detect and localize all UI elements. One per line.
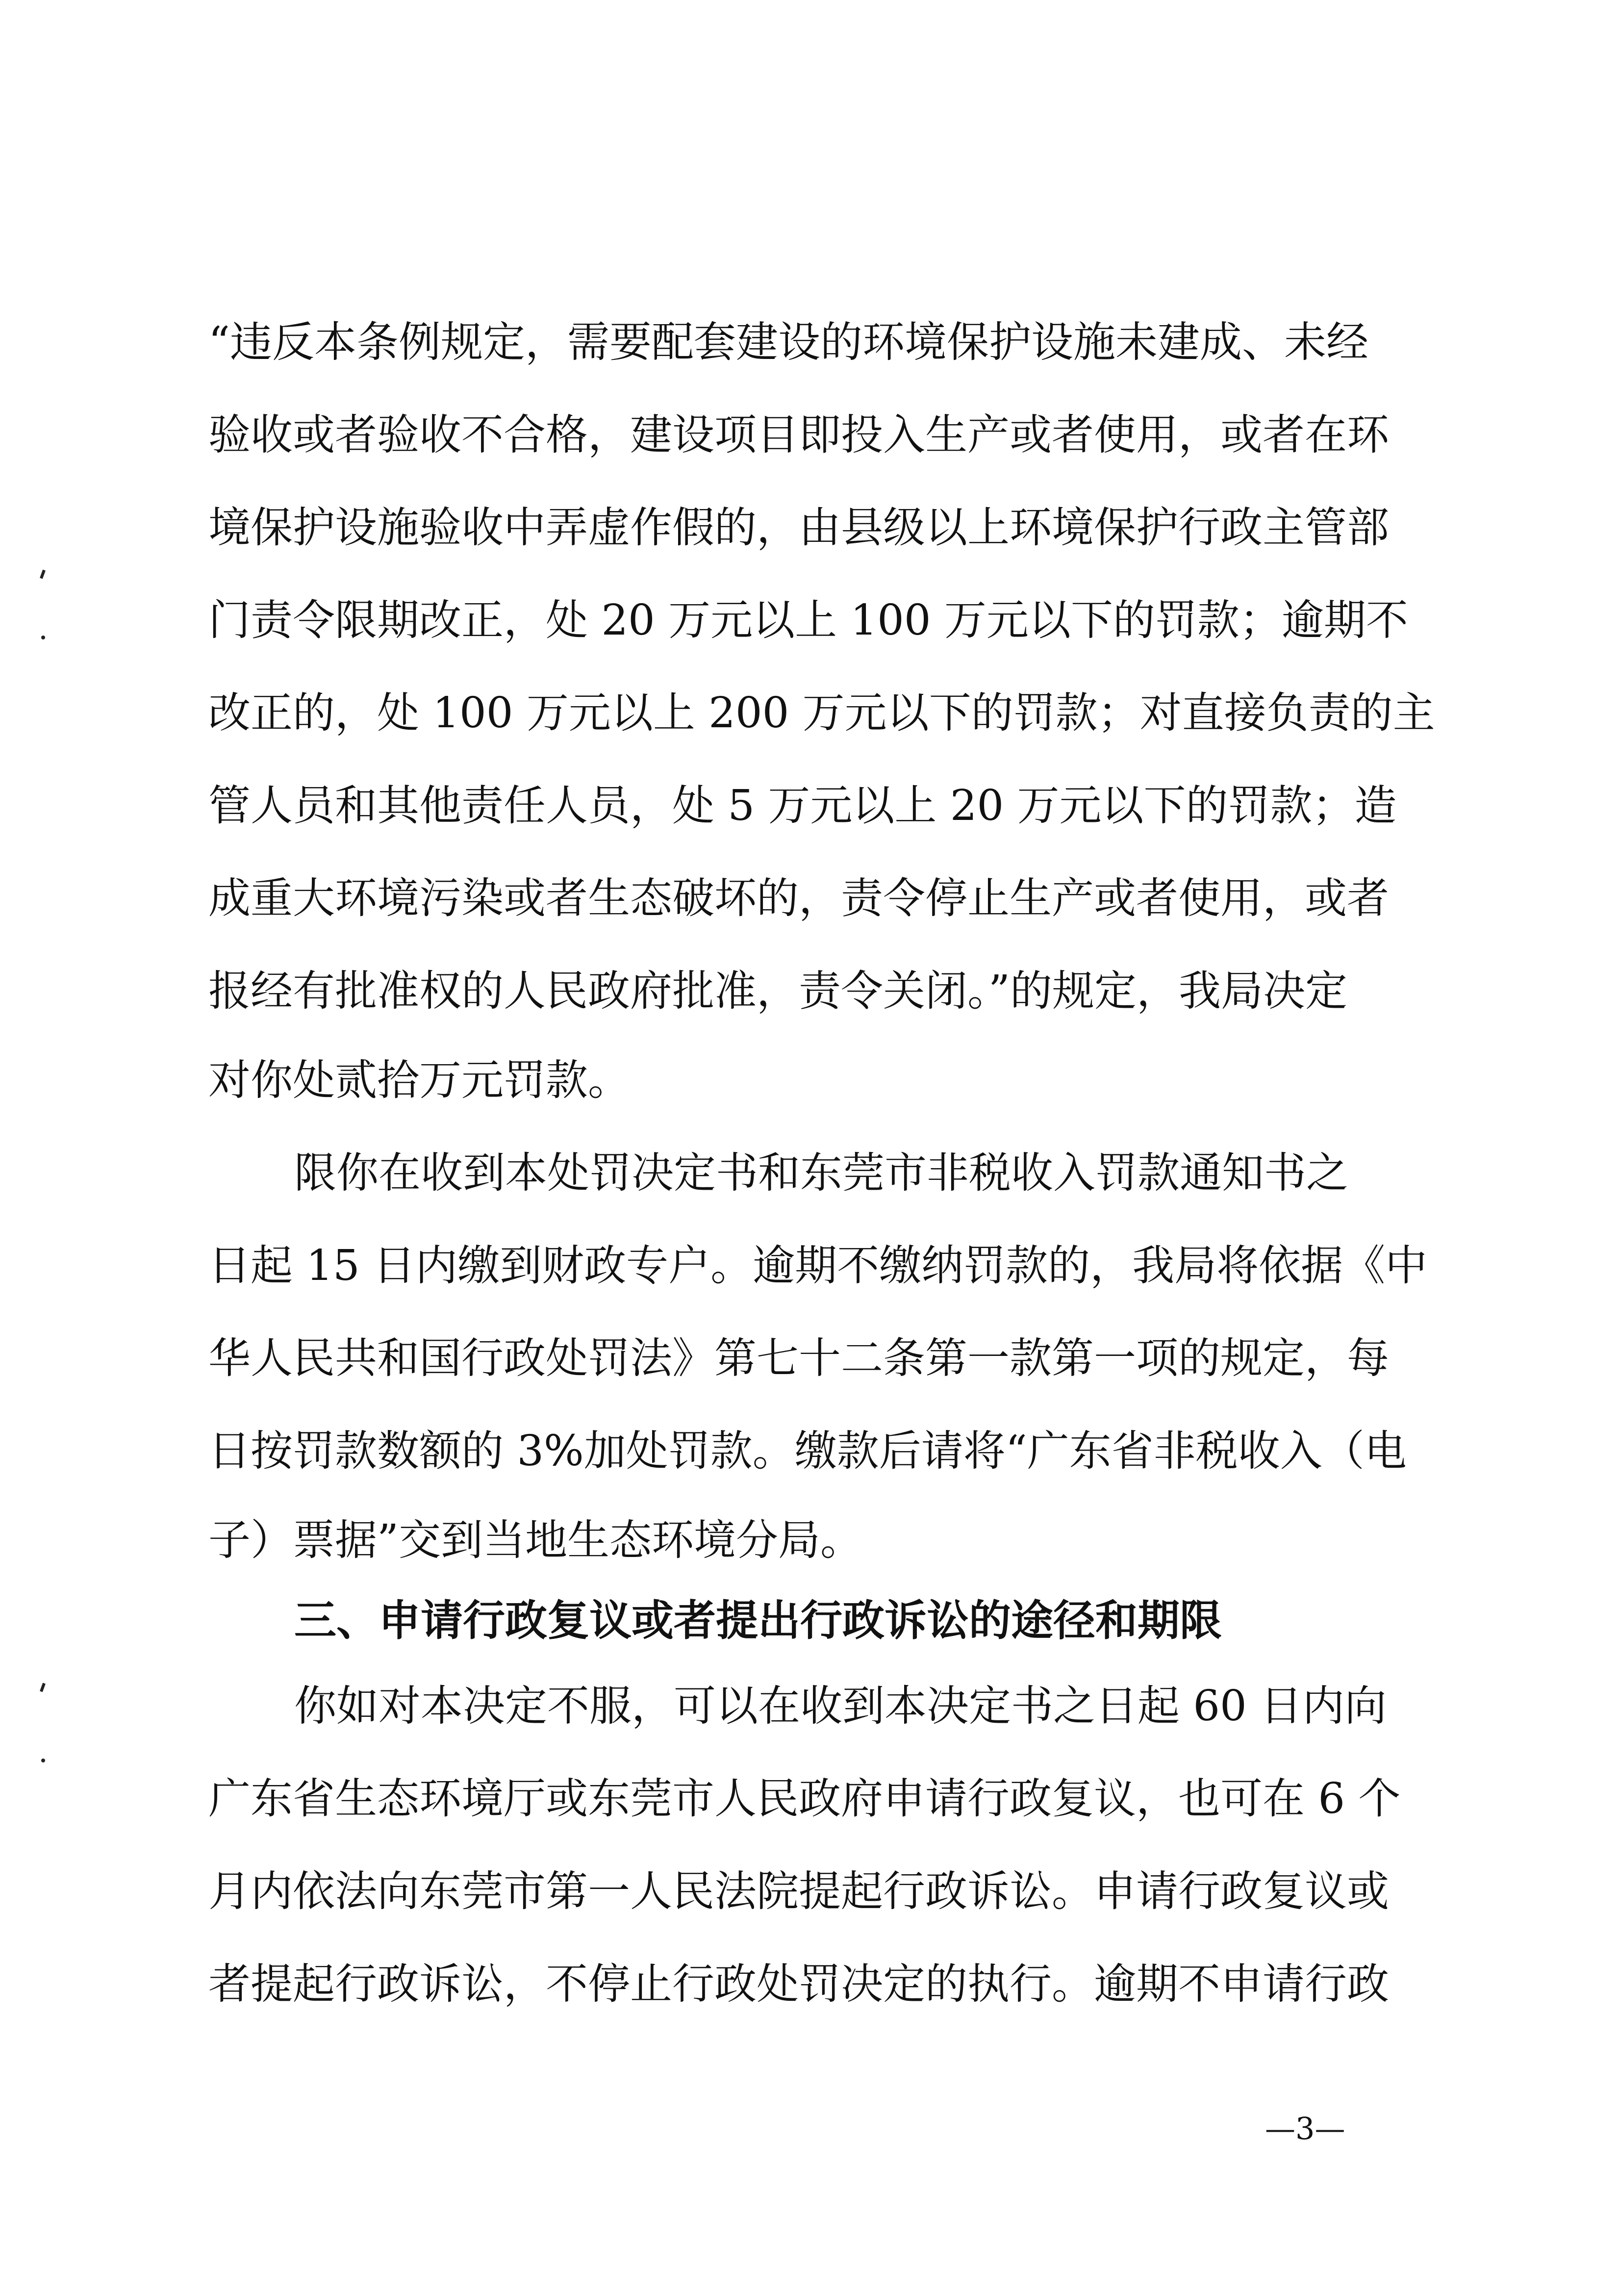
binding-mark <box>41 1759 45 1762</box>
body-line: 报经有批准权的人民政府批准，责令关闭。”的规定，我局决定 <box>208 967 1347 1016</box>
body-line: 改正的，处 100 万元以上 200 万元以下的罚款；对直接负责的主 <box>208 689 1435 738</box>
body-line: 对你处贰拾万元罚款。 <box>208 1056 630 1105</box>
body-line: 限你在收到本处罚决定书和东莞市非税收入罚款通知书之 <box>294 1148 1348 1198</box>
body-line: 月内依法向东莞市第一人民法院提起行政诉讼。申请行政复议或 <box>208 1867 1389 1916</box>
page-number: —3— <box>1265 2111 1345 2146</box>
body-line: 日起 15 日内缴到财政专户。逾期不缴纳罚款的，我局将依据《中 <box>208 1241 1428 1290</box>
body-line: 门责令限期改正，处 20 万元以上 100 万元以下的罚款；逾期不 <box>208 596 1408 645</box>
body-line: 广东省生态环境厅或东莞市人民政府申请行政复议，也可在 6 个 <box>208 1774 1401 1823</box>
body-line: 华人民共和国行政处罚法》第七十二条第一款第一项的规定，每 <box>208 1334 1389 1383</box>
body-line: 境保护设施验收中弄虚作假的，由县级以上环境保护行政主管部 <box>208 503 1389 552</box>
body-line: 你如对本决定不服，可以在收到本决定书之日起 60 日内向 <box>294 1682 1387 1731</box>
body-line: 者提起行政诉讼，不停止行政处罚决定的执行。逾期不申请行政 <box>208 1960 1389 2009</box>
binding-mark <box>41 636 45 639</box>
binding-mark <box>40 1683 46 1692</box>
body-line: 子）票据”交到当地生态环境分局。 <box>208 1516 862 1565</box>
section-heading: 三、申请行政复议或者提出行政诉讼的途径和期限 <box>294 1596 1222 1645</box>
binding-mark <box>40 570 46 579</box>
body-line: 验收或者验收不合格，建设项目即投入生产或者使用，或者在环 <box>208 410 1389 459</box>
body-line: “违反本条例规定，需要配套建设的环境保护设施未建成、未经 <box>208 318 1368 367</box>
body-line: 管人员和其他责任人员，处 5 万元以上 20 万元以下的罚款；造 <box>208 781 1397 830</box>
body-line: 成重大环境污染或者生态破坏的，责令停止生产或者使用，或者 <box>208 874 1389 923</box>
body-line: 日按罚款数额的 3%加处罚款。缴款后请将“广东省非税收入（电 <box>208 1427 1407 1476</box>
